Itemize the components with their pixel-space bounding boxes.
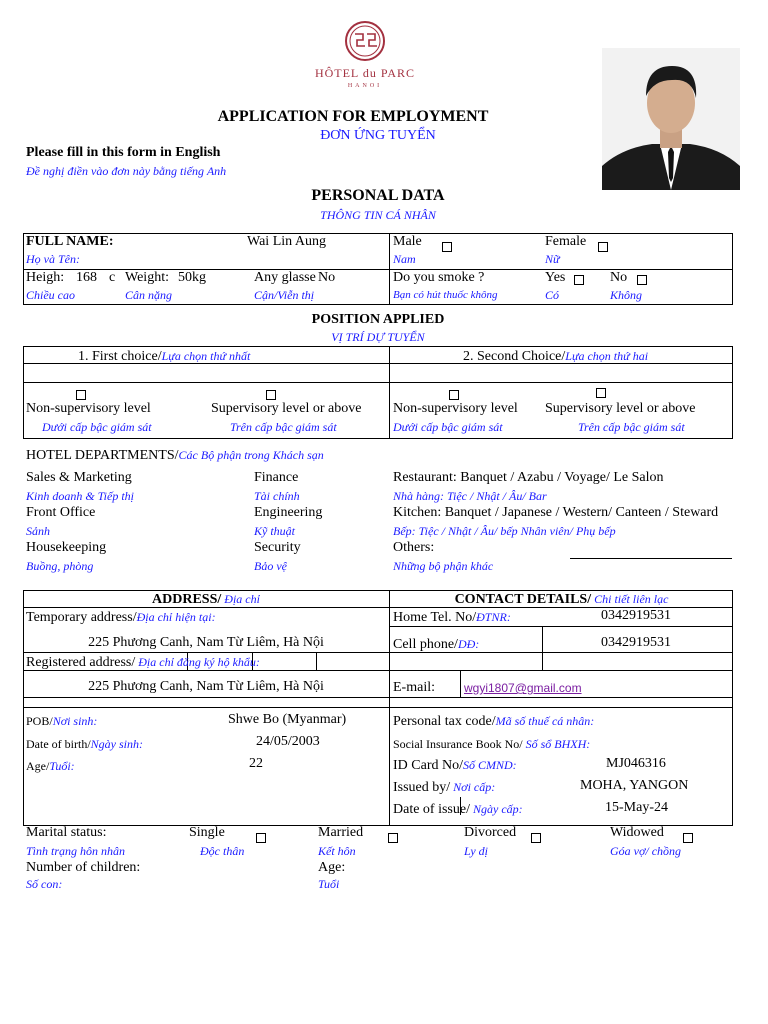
first-sup-label: Supervisory level or above [211,401,362,416]
single-checkbox[interactable] [256,833,266,843]
section-position: POSITION APPLIED [311,312,445,327]
weight-label-vn: Cân nặng [125,288,173,302]
dept-kitchen-vn: Bếp: Tiệc / Nhật / Âu/ bếp Nhân viên/ Phụ bếp [393,524,616,538]
height-label: Heigh: [26,270,65,285]
children-label-vn: Số con: [26,877,63,891]
dept-restaurant[interactable]: Restaurant: Banquet / Azabu / Voyage/ Le Salon [393,470,664,485]
second-choice-header: 2. Second Choice/Lựa chọn thứ hai [463,349,649,364]
dob-label: Date of birth/Ngày sinh: [26,737,143,751]
children-age-label: Age: [318,860,346,875]
dept-security-vn: Bảo vệ [254,559,287,573]
weight-label: Weight: [125,270,169,285]
temp-address-value[interactable]: 225 Phương Canh, Nam Từ Liêm, Hà Nội [88,635,324,650]
dept-sales-vn: Kinh doanh & Tiếp thị [26,489,135,503]
widowed-label: Widowed [610,825,664,840]
first-nonsup-checkbox[interactable] [76,390,86,400]
divorced-checkbox[interactable] [531,833,541,843]
male-checkbox[interactable] [442,242,452,252]
glasses-label-vn: Cận/Viễn thị [254,288,315,302]
tax-code-label: Personal tax code/Mã số thuế cá nhân: [393,714,595,729]
home-tel-label: Home Tel. No/ĐTNR: [393,610,511,625]
first-sup-label-vn: Trên cấp bậc giám sát [230,420,337,434]
smoke-yes-checkbox[interactable] [574,275,584,285]
smoke-label: Do you smoke ? [393,270,485,285]
dept-housekeeping[interactable]: Housekeeping [26,540,107,555]
age-value[interactable]: 22 [249,756,263,771]
home-tel-value[interactable]: 0342919531 [601,608,671,623]
issued-by-value[interactable]: MOHA, YANGON [580,778,689,793]
section-position-vn: VỊ TRÍ DỰ TUYỂN [331,330,425,344]
issue-date-value[interactable]: 15-May-24 [605,800,668,815]
dept-housekeeping-vn: Buồng, phòng [26,559,94,573]
dept-front-office[interactable]: Front Office [26,505,96,520]
fullname-label: FULL NAME: [26,234,114,249]
first-nonsup-label: Non-supervisory level [26,401,151,416]
email-label: E-mail: [393,680,435,695]
yes-label: Yes [545,270,566,285]
section-personal-data-vn: THÔNG TIN CÁ NHÂN [320,208,436,222]
marital-label: Marital status: [26,825,107,840]
pob-value[interactable]: Shwe Bo (Myanmar) [228,712,347,727]
children-age-label-vn: Tuổi [318,877,340,891]
smoke-no-checkbox[interactable] [637,275,647,285]
temp-address-label: Temporary address/Địa chỉ hiện tại: [26,610,216,625]
cell-phone-value[interactable]: 0342919531 [601,635,671,650]
cell-phone-label: Cell phone/DĐ: [393,637,480,652]
issue-date-label: Date of issue/ Ngày cấp: [393,802,523,817]
issued-by-label: Issued by/ Nơi cấp: [393,780,496,795]
dept-others: Others: [393,540,435,555]
second-nonsup-checkbox[interactable] [449,390,459,400]
hotel-logo [300,20,430,100]
reg-address-value[interactable]: 225 Phương Canh, Nam Từ Liêm, Hà Nội [88,679,324,694]
height-value[interactable]: 168 [76,270,97,285]
height-label-vn: Chiều cao [26,288,75,302]
dept-kitchen[interactable]: Kitchen: Banquet / Japanese / Western/ Canteen / Steward [393,505,719,520]
email-link[interactable]: wgyi1807@gmail.com [464,681,582,695]
form-title-vn: ĐƠN ỨNG TUYỂN [320,128,436,143]
marital-label-vn: Tình trạng hôn nhân [26,844,126,858]
section-personal-data: PERSONAL DATA [311,187,445,204]
hotel-logo-emblem [300,20,430,70]
dept-finance[interactable]: Finance [254,470,299,485]
id-card-value[interactable]: MJ046316 [606,756,666,771]
id-card-label: ID Card No/Số CMND: [393,758,517,773]
first-choice-header: 1. First choice/Lựa chọn thứ nhất [78,349,251,364]
dept-restaurant-vn: Nhà hàng: Tiệc / Nhật / Âu/ Bar [393,489,547,503]
first-sup-checkbox[interactable] [266,390,276,400]
divorced-label: Divorced [464,825,517,840]
dept-front-office-vn: Sảnh [26,524,50,538]
contact-header: CONTACT DETAILS/ Chi tiết liên lạc [454,592,669,607]
dept-security[interactable]: Security [254,540,301,555]
widowed-checkbox[interactable] [683,833,693,843]
female-label-vn: Nữ [545,252,560,266]
instruction-vn: Đề nghị điền vào đơn này bằng tiếng Anh [26,164,227,178]
married-label: Married [318,825,364,840]
fullname-value[interactable]: Wai Lin Aung [247,234,326,249]
fullname-label-vn: Họ và Tên: [26,252,80,266]
dept-sales[interactable]: Sales & Marketing [26,470,132,485]
first-nonsup-label-vn: Dưới cấp bậc giám sát [42,420,152,434]
reg-address-label: Registered address/ Địa chỉ đăng ký hộ khẩu: [26,655,260,670]
instruction: Please fill in this form in English [26,145,221,160]
age-label: Age/Tuổi: [26,759,75,773]
dob-value[interactable]: 24/05/2003 [256,734,320,749]
dept-others-vn: Những bộ phận khác [393,559,494,573]
form-title: APPLICATION FOR EMPLOYMENT [217,108,489,125]
no-label-vn: Không [610,288,643,302]
glasses-label: Any glasse [254,270,316,285]
address-header: ADDRESS/ Địa chỉ [152,592,260,607]
male-label: Male [393,234,422,249]
smoke-label-vn: Bạn có hút thuốc không [393,289,498,301]
married-checkbox[interactable] [388,833,398,843]
dept-engineering-vn: Kỹ thuật [254,524,295,538]
no-label: No [610,270,628,285]
dept-finance-vn: Tài chính [254,489,300,503]
female-checkbox[interactable] [598,242,608,252]
pob-label: POB/Nơi sinh: [26,714,98,728]
height-unit: c [109,270,116,285]
second-nonsup-label: Non-supervisory level [393,401,518,416]
hotel-city: HANOI [347,83,383,89]
hotel-name: HÔTEL du PARC [314,66,416,80]
second-sup-label-vn: Trên cấp bậc giám sát [578,420,685,434]
female-label: Female [545,234,587,249]
widowed-label-vn: Góa vợ/ chồng [610,844,682,858]
children-label: Number of children: [26,860,141,875]
single-label: Single [189,825,225,840]
weight-value[interactable]: 50kg [178,270,206,285]
dept-engineering[interactable]: Engineering [254,505,323,520]
yes-label-vn: Có [545,288,560,302]
second-sup-label: Supervisory level or above [545,401,696,416]
second-sup-checkbox[interactable] [596,388,606,398]
glasses-value[interactable]: No [318,270,336,285]
married-label-vn: Kết hôn [318,844,356,858]
male-label-vn: Nam [393,252,416,266]
divorced-label-vn: Ly dị [464,844,488,858]
second-nonsup-label-vn: Dưới cấp bậc giám sát [393,420,503,434]
single-label-vn: Độc thân [200,844,245,858]
departments-title: HOTEL DEPARTMENTS/Các Bộ phận trong Khách sạn [26,448,324,463]
others-input-line[interactable] [570,558,732,559]
insurance-label: Social Insurance Book No/ Số sổ BHXH: [393,737,591,751]
